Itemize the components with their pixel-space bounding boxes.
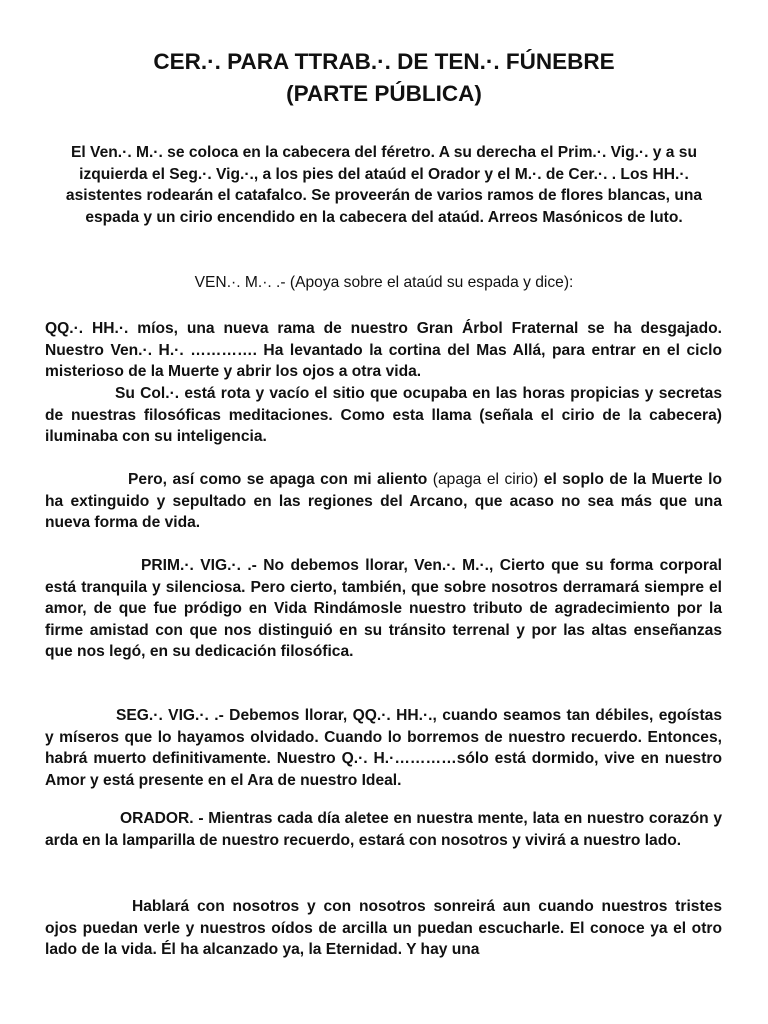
paragraph-prim-vig [45,555,722,663]
paragraph-hablara-text: Hablará con nosotros y con nosotros sonreirá aun cuando nuestros tristes ojos puedan verle y nuestros oídos de arcilla un puedan escucharle. El conoce ya el otro lado de la vida. Él ha alcanzado ya, la Eternidad. Y hay una [45,898,722,958]
page-subtitle: (PARTE PÚBLICA) [286,81,482,106]
paragraph-seg-vig [45,705,722,791]
paragraph-hablara [45,896,722,961]
paragraph-seg-vig-text: SEG.·. VIG.·. .- Debemos llorar, QQ.·. HH.·., cuando seamos tan débiles, egoístas y míseros que lo hayamos olvidado. Cuando lo borremos de nuestro recuerdo. Entonces, habrá muerto definitivamente. Nuestro Q.·. H.·…………sólo está dormido, vive en nuestro Amor y está presente en el Ara de nuestro Ideal. [45,707,722,789]
paragraph-extinguish-part2: el soplo de la Muerte lo ha extinguido y sepultado en las regiones del Arcano, que acaso no sea más que una nueva forma de vida. [45,471,722,531]
intro-paragraph: El Ven.·. M.·. se coloca en la cabecera del féretro. A su derecha el Prim.·. Vig.·. y a su izquierda el Seg.·. Vig.·., a los pies del ataúd el Orador y el M.·. de Cer.·. . Los HH.·. asistentes rodearán el catafalco. Se proveerán de varios ramos de flores blancas, una espada y un cirio encendido en la cabecera del ataúd. Arreos Masónicos de luto. [65,144,703,226]
paragraph-extinguish [45,469,722,534]
paragraph-prim-vig-text: PRIM.·. VIG.·. .- No debemos llorar, Ven.·. M.·., Cierto que su forma corporal está tranquila y silenciosa. Pero cierto, también, que sobre nosotros derramará siempre el amor, de que fue pródigo en Vida Rindámosle nuestro tributo de agradecimiento por la firme amistad con que nos distinguió en su tránsito terrenal y por las altas enseñanzas que nos legó, en su dedicación filosófica. [45,557,722,660]
paragraph-column-broken [45,383,722,448]
paragraph-extinguish-part1: Pero, así como se apaga con mi aliento [128,471,428,488]
paragraph-orador [45,808,722,851]
paragraph-ven-speech: QQ.·. HH.·. míos, una nueva rama de nuestro Gran Árbol Fraternal se ha desgajado. Nuestro Ven.·. H.·. …………. Ha levantado la cortina del Mas Allá, para entrar en el ciclo misterioso de la Muerte y abrir los ojos a otra vida. [45,320,722,380]
page-title: CER.·. PARA TTRAB.·. DE TEN.·. FÚNEBRE [153,49,615,74]
stage-direction-apaga-cirio: (apaga el cirio) [432,471,539,488]
ven-stage-direction: VEN.·. M.·. .- (Apoya sobre el ataúd su espada y dice): [194,274,574,291]
paragraph-orador-text: ORADOR. - Mientras cada día aletee en nuestra mente, lata en nuestro corazón y arda en la lamparilla de nuestro recuerdo, estará con nosotros y vivirá a nuestro lado. [45,810,722,849]
paragraph-column-broken-text: Su Col.·. está rota y vacío el sitio que ocupaba en las horas propicias y secretas de nuestras filosóficas meditaciones. Como esta llama (señala el cirio de la cabecera) iluminaba con su inteligencia. [45,385,722,445]
